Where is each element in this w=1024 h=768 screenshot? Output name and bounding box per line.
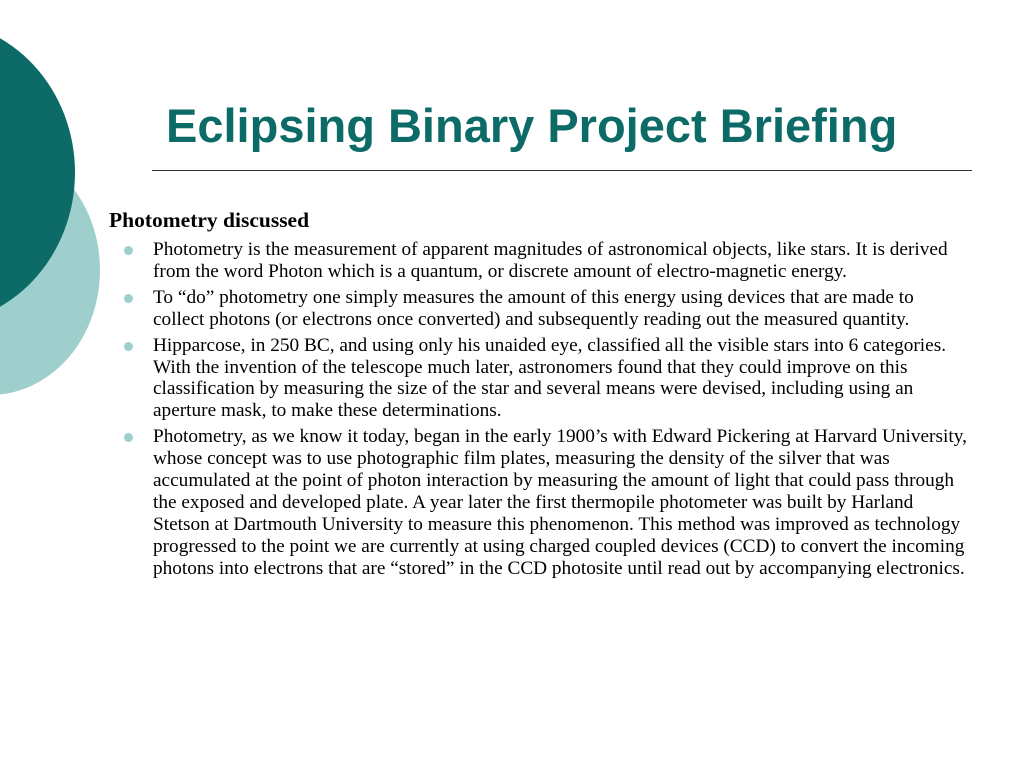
bullet-text: Photometry, as we know it today, began in the early 1900’s with Edward Pickering at Harvard University, whose concept was to use photographic film plates, measuring the density of the silver that was accumulated at the point of photon interaction by measuring the amount of light that could pass through the exposed and developed plate. A year later the first thermopile photometer was built by Harland Stetson at Dartmouth University to measure this phenomenon. This method was improved as technology progressed to the point we are currently at using charged coupled devices (CCD) to convert the incoming photons into electrons that are “stored” in the CCD photosite until read out by accompanying electronics.: [153, 426, 967, 579]
slide-title: Eclipsing Binary Project Briefing: [166, 99, 898, 152]
section-heading: Photometry discussed: [109, 208, 310, 232]
bullet-dot-icon: [124, 342, 133, 351]
bullet-dot-icon: [124, 433, 133, 442]
bullet-list: [109, 239, 969, 580]
bullet-item: [109, 335, 969, 423]
bullet-text: Hipparcose, in 250 BC, and using only his unaided eye, classified all the visible stars into 6 categories. With the invention of the telescope much later, astronomers found that they could improve on this classification by measuring the size of the star and several means were devised, including using an aperture mask, to make these determinations.: [153, 334, 947, 422]
slide-content: [109, 207, 969, 584]
bullet-dot-icon: [124, 294, 133, 303]
bullet-item: [109, 239, 969, 283]
bullet-item: [109, 287, 969, 331]
bullet-dot-icon: [124, 246, 133, 255]
title-divider: [152, 170, 972, 171]
bullet-text: Photometry is the measurement of apparent magnitudes of astronomical objects, like stars. It is derived from the word Photon which is a quantum, or discrete amount of electro-magnetic energy.: [153, 239, 948, 282]
bullet-item: [109, 426, 969, 579]
bullet-text: To “do” photometry one simply measures the amount of this energy using devices that are made to collect photons (or electrons once converted) and subsequently reading out the measured quantity.: [153, 286, 914, 330]
